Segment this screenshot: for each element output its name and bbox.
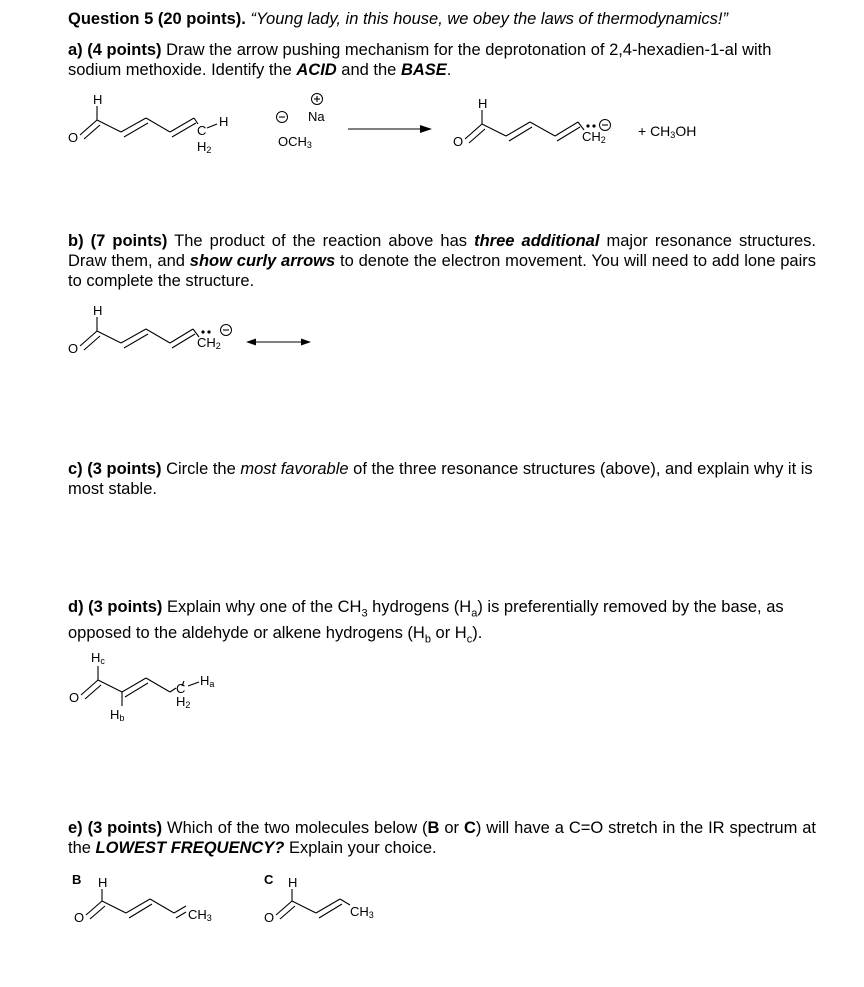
part-a-text-1: Draw the arrow pushing mechanism for the deprotonation of 2,4-hexadien-1-al with sodium methoxide. Identify the <box>68 41 772 79</box>
resonance-minus-charge <box>221 325 232 336</box>
molecule-b-label: B <box>72 872 82 887</box>
part-a-text-2: and the <box>336 61 401 79</box>
part-b-text-3: to denote the electron movement. You will need to add lone pairs to complete the structure. <box>68 252 816 290</box>
molecule-c-h: H <box>288 875 298 890</box>
reaction-arrow <box>348 125 432 133</box>
resonance-ch2: $CH_2$ <box>197 335 221 351</box>
d-o: O <box>69 690 80 705</box>
product-o: O <box>453 134 464 149</box>
molecule-c-ch3: $CH_3$ <box>350 904 374 920</box>
part-b-text-1: The product of the reaction above has <box>167 232 475 250</box>
reactant-h-top: H <box>93 92 103 107</box>
resonance-arrow <box>246 339 311 346</box>
part-b-label: b) (7 points) <box>68 232 168 250</box>
part-d-label: d) (3 points) <box>68 598 163 616</box>
resonance-h-top: H <box>93 303 103 318</box>
sodium-plus-charge <box>312 94 323 105</box>
molecule-b-ch3: $CH_3$ <box>188 907 212 923</box>
hc-label: $H_c$ <box>91 650 105 666</box>
d-h2: $H_2$ <box>176 694 191 710</box>
part-e-label: e) (3 points) <box>68 819 163 837</box>
molecule-c-o: O <box>264 910 275 925</box>
question-quote: “Young lady, in this house, we obey the laws of thermodynamics!” <box>250 10 728 28</box>
reactant-h-right: H <box>219 114 229 129</box>
molecule-c-label: C <box>264 872 274 887</box>
part-c-label: c) (3 points) <box>68 460 162 478</box>
part-d-prompt: d) (3 points) Explain why one of the $CH_3$ hydrogens $(H_a)$ is preferentially removed by the base, as opposed to the aldehyde or alkene hydrogens ($H_b$ or $H_c$). <box>68 598 784 646</box>
resonance-lone-pair <box>201 330 210 333</box>
methoxide-minus-charge <box>277 112 288 123</box>
d-c: C <box>176 681 186 696</box>
part-a-text-3: . <box>446 61 452 79</box>
resonance-structure-1 <box>80 317 199 350</box>
part-c-text-2: of the three resonance structures (above), and explain why it is most stable. <box>68 460 813 498</box>
product-structure <box>465 110 584 143</box>
reactant-c: C <box>197 123 207 138</box>
product-ch2: $CH_2$ <box>582 129 606 145</box>
molecule-b-structure <box>86 889 186 919</box>
molecule-c-structure <box>276 889 350 919</box>
part-c-text-1: Circle the <box>161 460 241 478</box>
part-b-text-2: major resonance structures. Draw them, and <box>68 232 816 270</box>
reactant-o: O <box>68 130 79 145</box>
part-e-emph: LOWEST FREQUENCY? <box>95 839 285 857</box>
part-e-prompt: e) (3 points) Which of the two molecules below (B or C) will have a C=O stretch in the IR spectrum at the LOWEST FREQUENCY? Explain your choice. <box>68 819 817 857</box>
part-b-emph-2: show curly arrows <box>189 252 336 270</box>
part-c-emph: most favorable <box>240 460 349 478</box>
question-title: Question 5 (20 points). <box>68 10 246 28</box>
molecule-b-h: H <box>98 875 108 890</box>
reagent-och3: $OCH_3$ <box>278 134 312 150</box>
product-h-top: H <box>478 96 488 111</box>
resonance-o: O <box>68 341 79 356</box>
reagent-na: Na <box>308 109 325 124</box>
ha-label: $H_a$ <box>200 673 215 689</box>
part-b-emph-1: three additional <box>474 232 600 250</box>
product-lone-pair <box>586 124 595 127</box>
reactant-h2: $H_2$ <box>197 139 212 155</box>
byproduct-methanol: + $CH_3OH$ <box>638 123 697 140</box>
part-a-label: a) (4 points) <box>68 41 162 59</box>
part-a-acid: ACID <box>296 61 337 79</box>
molecule-b-o: O <box>74 910 85 925</box>
product-minus-charge <box>600 120 611 131</box>
hb-label: $H_b$ <box>110 707 125 723</box>
part-a-base: BASE <box>400 61 447 79</box>
